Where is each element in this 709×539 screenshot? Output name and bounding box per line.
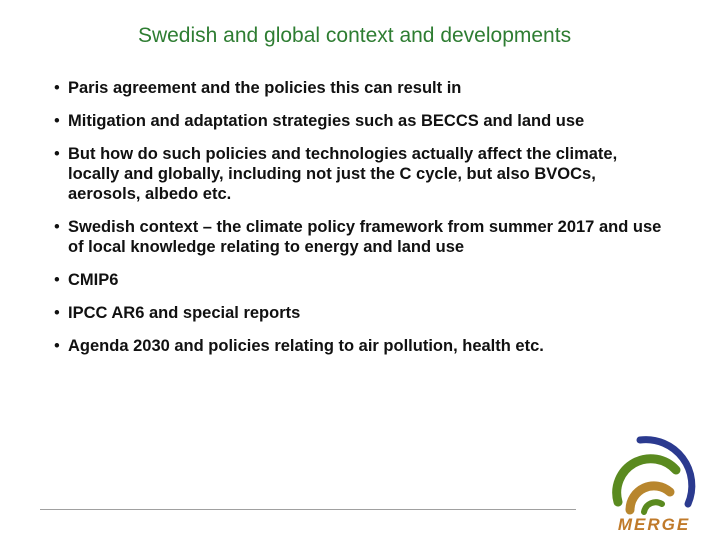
bullet-marker: •	[54, 112, 60, 130]
bullet-item	[52, 144, 662, 204]
bullet-marker: •	[54, 271, 60, 289]
bullet-marker: •	[54, 337, 60, 355]
merge-logo	[606, 430, 698, 534]
bullet-item	[52, 217, 662, 257]
bullet-text: But how do such policies and technologies actually affect the climate, locally and globally, including not just the C cycle, but also BVOCs, aerosols, albedo etc.	[68, 145, 618, 203]
bullet-text: CMIP6	[68, 271, 119, 289]
bullet-text: Swedish context – the climate policy framework from summer 2017 and use of local knowledge relating to energy and land use	[68, 218, 662, 256]
bullet-text: Mitigation and adaptation strategies such as BECCS and land use	[68, 112, 585, 130]
bullet-item	[52, 336, 662, 356]
bullet-marker: •	[54, 304, 60, 322]
bullet-item	[52, 111, 662, 131]
bullet-text: Agenda 2030 and policies relating to air pollution, health etc.	[68, 337, 544, 355]
merge-arcs-icon	[606, 430, 698, 516]
bullet-item	[52, 270, 662, 290]
bullet-marker: •	[54, 218, 60, 236]
bullet-marker: •	[54, 145, 60, 163]
logo-text: MERGE	[617, 515, 691, 534]
bullet-list	[52, 78, 662, 369]
bullet-item	[52, 303, 662, 323]
bullet-text: IPCC AR6 and special reports	[68, 304, 301, 322]
bullet-text: Paris agreement and the policies this can result in	[68, 79, 462, 97]
bullet-marker: •	[54, 79, 60, 97]
logo-inner-arc	[644, 502, 662, 512]
footer-divider	[40, 509, 576, 510]
logo-green-arc	[617, 459, 676, 502]
slide-title: Swedish and global context and developments	[137, 24, 572, 47]
bullet-item	[52, 78, 662, 98]
